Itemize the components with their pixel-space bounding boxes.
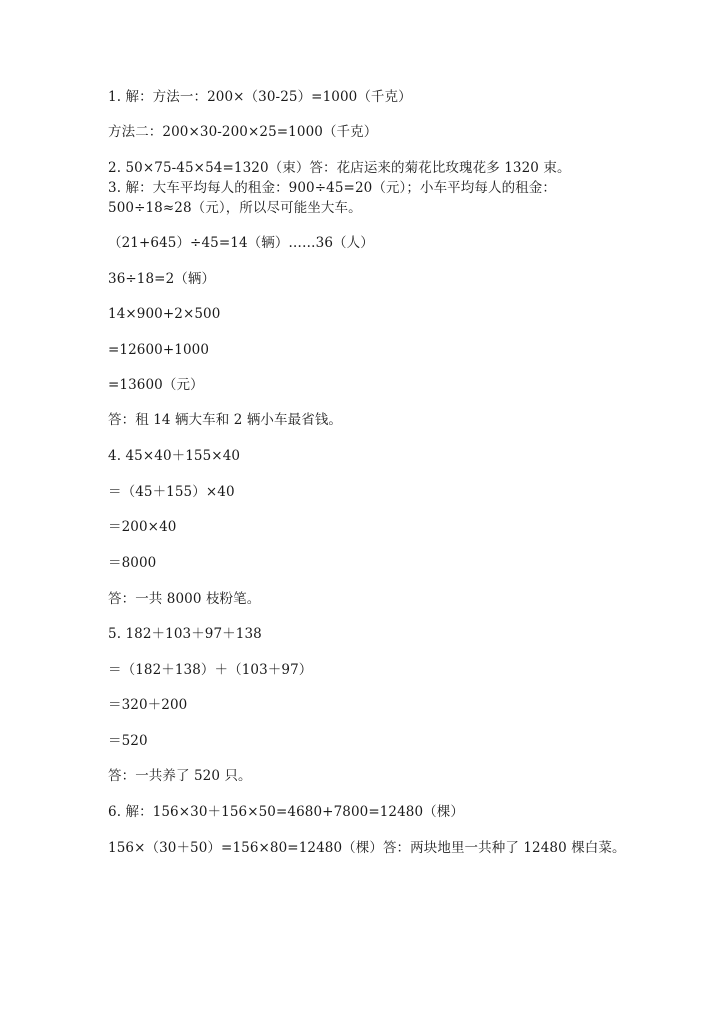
solution-3-line-7: =13600（元） <box>108 377 204 393</box>
solution-3-line-4: 36÷18=2（辆） <box>108 271 216 287</box>
solution-4-line-3: ＝200×40 <box>108 519 177 535</box>
solution-4-line-1: 4. 45×40＋155×40 <box>108 448 241 464</box>
solution-3-line-1: 3. 解：大车平均每人的租金：900÷45=20（元）；小车平均每人的租金： <box>108 180 556 196</box>
solution-5-answer: 答：一共养了 520 只。 <box>108 768 252 784</box>
solution-5-line-3: ＝320＋200 <box>108 697 188 713</box>
solution-3-line-6: =12600+1000 <box>108 342 210 358</box>
solution-5-line-2: ＝（182＋138）＋（103＋97） <box>108 662 313 678</box>
solution-4-line-2: ＝（45＋155）×40 <box>108 484 235 500</box>
solution-3-line-5: 14×900+2×500 <box>108 306 221 322</box>
solution-5-line-1: 5. 182＋103＋97＋138 <box>108 626 262 642</box>
solution-3-line-2: 500÷18≈28（元），所以尽可能坐大车。 <box>108 200 362 216</box>
solution-4-line-4: ＝8000 <box>108 555 157 571</box>
solution-1-method-1: 1. 解：方法一：200×（30-25）=1000（千克） <box>108 89 412 105</box>
solution-6-line-1: 6. 解：156×30＋156×50=4680+7800=12480（棵） <box>108 804 464 820</box>
solution-2: 2. 50×75-45×54=1320（束）答：花店运来的菊花比玫瑰花多 1320 束。 <box>108 160 571 176</box>
solution-6-line-2: 156×（30＋50）=156×80=12480（棵）答：两块地里一共种了 12480 棵白菜。 <box>108 840 626 856</box>
solution-4-answer: 答：一共 8000 枝粉笔。 <box>108 591 261 607</box>
solution-3-line-3: （21+645）÷45=14（辆）……36（人） <box>108 235 374 251</box>
solution-5-line-4: ＝520 <box>108 733 148 749</box>
solution-1-method-2: 方法二：200×30-200×25=1000（千克） <box>108 124 378 140</box>
solution-3-answer: 答：租 14 辆大车和 2 辆小车最省钱。 <box>108 412 343 428</box>
